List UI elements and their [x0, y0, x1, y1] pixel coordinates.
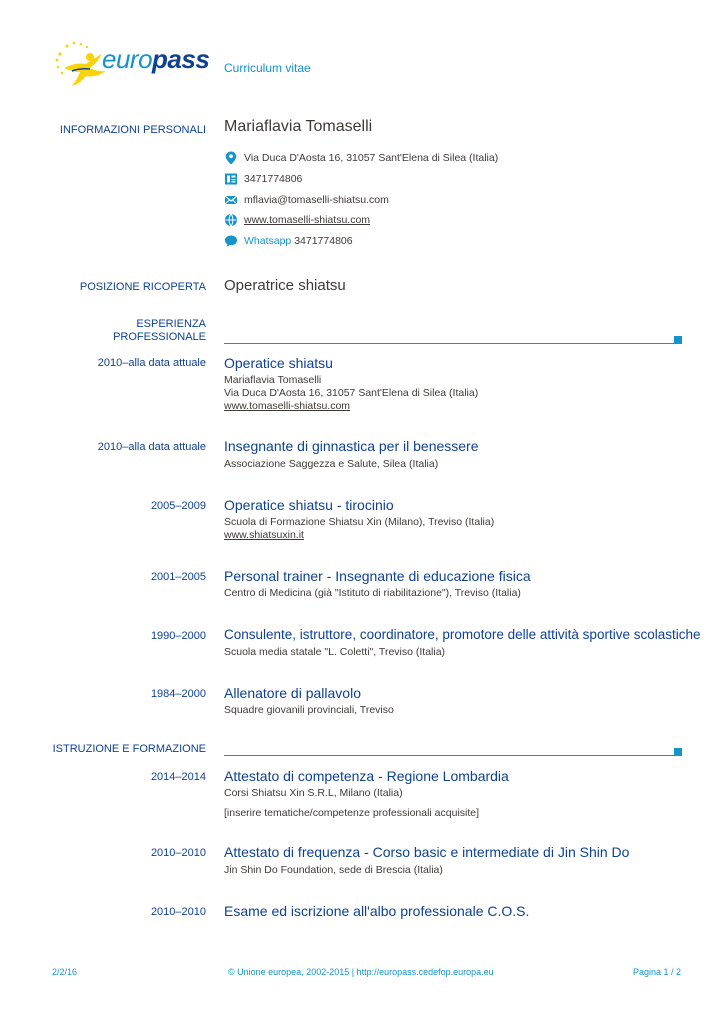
experience-date: 2010–alla data attuale: [97, 441, 206, 453]
experience-address: Via Duca D'Aosta 16, 31057 Sant'Elena di Silea (Italia): [224, 387, 479, 399]
experience-employer: Scuola di Formazione Shiatsu Xin (Milano), Treviso (Italia): [224, 516, 495, 528]
position-label: POSIZIONE RICOPERTA: [79, 281, 206, 293]
education-details: [inserire tematiche/competenze professionali acquisite]: [224, 807, 480, 819]
email-text[interactable]: mflavia@tomaselli-shiatsu.com: [244, 194, 389, 206]
position-value: Operatrice shiatsu: [224, 277, 346, 294]
experience-divider-square: [674, 336, 682, 344]
experience-title: Insegnante di ginnastica per il benessere: [224, 438, 479, 454]
experience-label-line2: PROFESSIONALE: [113, 331, 206, 343]
experience-title: Operatice shiatsu: [224, 355, 333, 371]
website-row: [224, 212, 370, 228]
education-date: 2014–2014: [150, 771, 206, 783]
experience-title: Operatice shiatsu - tirocinio: [224, 497, 394, 513]
education-date: 2010–2010: [150, 847, 206, 859]
education-label: ISTRUZIONE E FORMAZIONE: [52, 743, 206, 755]
experience-date: 1984–2000: [150, 688, 206, 700]
person-name: Mariaflavia Tomaselli: [224, 118, 373, 135]
location-pin-icon: [224, 151, 238, 165]
experience-date: 2010–alla data attuale: [97, 357, 206, 369]
experience-employer: Scuola media statale "L. Coletti", Treviso (Italia): [224, 646, 446, 658]
logo-pass-text: pass: [152, 44, 210, 74]
chat-bubble-icon: [224, 234, 238, 248]
education-date: 2010–2010: [150, 906, 206, 918]
doc-type-label: Curriculum vitae: [224, 61, 311, 75]
footer-date: 2/2/16: [52, 967, 78, 977]
education-divider: [224, 755, 674, 756]
education-title: Esame ed iscrizione all'albo professionale C.O.S.: [224, 903, 530, 919]
education-institution: Corsi Shiatsu Xin S.R.L, Milano (Italia): [224, 787, 403, 799]
experience-title: Personal trainer - Insegnante di educazione fisica: [224, 568, 531, 584]
experience-label-line1: ESPERIENZA: [136, 318, 206, 330]
footer-page-number: Pagina 1 / 2: [632, 967, 681, 977]
phone-text: 3471774806: [244, 173, 303, 185]
website-globe-icon: [224, 213, 238, 227]
phone-row: [224, 171, 302, 187]
experience-title: Consulente, istruttore, coordinatore, promotore delle attività sportive scolastiche: [224, 627, 701, 642]
personal-info-label: INFORMAZIONI PERSONALI: [59, 124, 206, 136]
experience-divider: [224, 343, 674, 344]
education-divider-square: [674, 748, 682, 756]
education-title: Attestato di competenza - Regione Lombardia: [224, 768, 509, 784]
experience-link[interactable]: www.shiatsuxin.it: [224, 529, 304, 541]
education-title: Attestato di frequenza - Corso basic e intermediate di Jin Shin Do: [224, 844, 630, 860]
experience-link[interactable]: www.tomaselli-shiatsu.com: [224, 400, 351, 412]
email-row: [224, 192, 389, 208]
phone-icon: [224, 172, 238, 186]
experience-employer: Centro di Medicina (già "Istituto di riabilitazione"), Treviso (Italia): [224, 587, 521, 599]
address-text: Via Duca D'Aosta 16, 31057 Sant'Elena di Silea (Italia): [244, 152, 499, 164]
experience-date: 2005–2009: [150, 500, 206, 512]
experience-label: [113, 318, 206, 344]
europass-logo: [50, 38, 210, 88]
address-row: [224, 150, 498, 166]
website-link[interactable]: www.tomaselli-shiatsu.com: [244, 214, 371, 226]
im-row: [224, 233, 353, 249]
footer-copyright: © Unione europea, 2002-2015 | http://europass.cedefop.europa.eu: [228, 967, 494, 977]
experience-employer: Associazione Saggezza e Salute, Silea (Italia): [224, 458, 439, 470]
logo-euro-text: euro: [102, 44, 153, 74]
im-value: 3471774806: [294, 235, 353, 247]
experience-employer: Squadre giovanili provinciali, Treviso: [224, 704, 394, 716]
email-icon: [224, 193, 238, 207]
experience-title: Allenatore di pallavolo: [224, 685, 361, 701]
experience-employer: Mariaflavia Tomaselli: [224, 374, 322, 386]
education-institution: Jin Shin Do Foundation, sede di Brescia (Italia): [224, 864, 443, 876]
experience-date: 1990–2000: [150, 630, 206, 642]
im-label: Whatsapp: [244, 235, 292, 247]
experience-date: 2001–2005: [150, 571, 206, 583]
